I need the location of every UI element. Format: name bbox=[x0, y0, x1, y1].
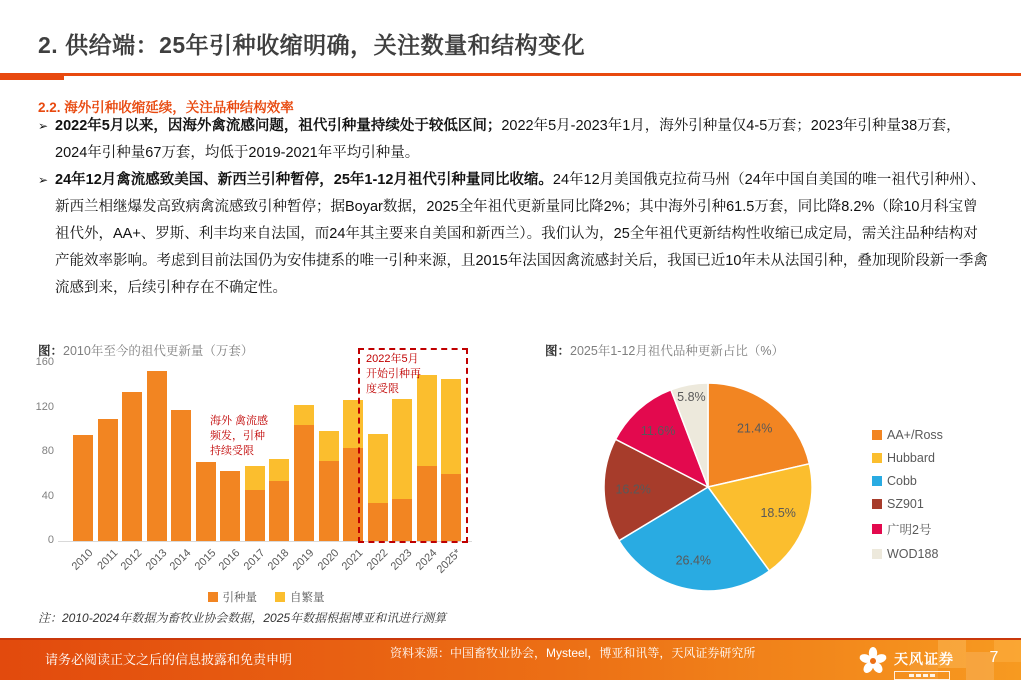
x-axis-label: 2024 bbox=[413, 547, 440, 573]
bar-chart-legend bbox=[60, 589, 472, 605]
y-axis-label: 40 bbox=[41, 489, 54, 502]
page-number: 7 bbox=[989, 649, 999, 666]
legend-item bbox=[872, 474, 943, 488]
brand-logo bbox=[858, 645, 954, 680]
legend-label: 广明2号 bbox=[887, 523, 932, 537]
bar-2012 bbox=[122, 392, 142, 541]
bar-segment-zifan bbox=[245, 466, 265, 489]
chart-annotation bbox=[366, 352, 421, 397]
pie-chart bbox=[590, 370, 830, 610]
legend-item bbox=[872, 428, 943, 442]
y-axis-label: 160 bbox=[35, 356, 54, 368]
footer-disclaimer: 请务必阅读正文之后的信息披露和免责申明 bbox=[45, 652, 293, 667]
legend-label: WOD188 bbox=[887, 547, 939, 561]
caption-prefix: 图： bbox=[545, 344, 571, 358]
legend-swatch bbox=[208, 592, 218, 602]
legend-item bbox=[872, 497, 943, 511]
footer-bar bbox=[0, 638, 1021, 680]
brand-name: 天风证券 bbox=[894, 651, 954, 667]
annotation-line: 海外 禽流感 bbox=[210, 415, 269, 427]
pie-chart-caption bbox=[545, 341, 784, 359]
x-axis-label: 2020 bbox=[315, 547, 341, 573]
page-title: 2. 供给端：25年引种收缩明确，关注数量和结构变化 bbox=[38, 32, 586, 58]
bar-segment-zifan bbox=[294, 405, 314, 425]
bar-segment-zifan bbox=[269, 459, 289, 481]
pie-legend bbox=[872, 428, 943, 561]
pie-slice-label: 21.4% bbox=[736, 421, 773, 436]
legend-item bbox=[872, 520, 943, 538]
x-axis-label: 2022 bbox=[364, 547, 391, 573]
annotation-line: 度受限 bbox=[366, 383, 399, 395]
bar-segment-yinzhong bbox=[196, 462, 216, 541]
legend-label: AA+/Ross bbox=[887, 428, 943, 442]
legend-label: 引种量 bbox=[222, 592, 257, 604]
body-text bbox=[38, 113, 990, 302]
bar-2015 bbox=[196, 462, 216, 541]
bullet-text bbox=[55, 113, 990, 167]
x-axis-label: 2023 bbox=[388, 547, 415, 573]
bullet-arrow-icon: ➢ bbox=[38, 119, 49, 133]
legend-swatch bbox=[872, 453, 882, 463]
annotation-line: 开始引种再 bbox=[366, 368, 421, 380]
x-axis-label: 2017 bbox=[241, 547, 268, 573]
x-axis-label: 2019 bbox=[290, 547, 317, 573]
pie-slice-label: 26.4% bbox=[675, 553, 712, 568]
x-axis-label: 2018 bbox=[266, 547, 292, 573]
annotation-line: 频发，引种 bbox=[210, 430, 265, 442]
bullet-rest: 2022年5月-2023年1月，海外引种量仅4-5万套；2023年引种量38万套，2024年引种量67万套，均低于2019-2021年平均引种量。 bbox=[55, 118, 961, 161]
x-axis-label: 2015 bbox=[192, 547, 219, 573]
legend-item bbox=[872, 547, 943, 561]
caption-text: 2025年1-12月祖代品种更新占比（%） bbox=[570, 344, 784, 358]
title-divider bbox=[0, 73, 1021, 76]
bar-segment-yinzhong bbox=[98, 419, 118, 541]
bar-segment-yinzhong bbox=[147, 371, 167, 541]
legend-swatch bbox=[275, 592, 285, 602]
title-divider-accent bbox=[0, 73, 64, 80]
bullet-item bbox=[38, 167, 990, 302]
pie-slice-label: 18.5% bbox=[760, 506, 796, 521]
pie-slice-label: 16.2% bbox=[615, 482, 651, 497]
bar-2019 bbox=[294, 405, 314, 541]
bar-segment-yinzhong bbox=[73, 435, 93, 541]
bar-segment-yinzhong bbox=[319, 461, 339, 541]
bar-2010 bbox=[73, 435, 93, 541]
legend-item bbox=[275, 589, 325, 605]
bullet-bold-lead: 2022年5月以来，因海外禽流感问题，祖代引种量持续处于较低区间； bbox=[55, 118, 502, 134]
pie-slice-label: 5.8% bbox=[677, 390, 706, 404]
x-axis-label: 2025* bbox=[434, 547, 464, 576]
chart-annotation bbox=[210, 414, 268, 459]
bullet-arrow-icon: ➢ bbox=[38, 173, 49, 187]
bar-segment-yinzhong bbox=[294, 425, 314, 541]
x-axis-label: 2021 bbox=[339, 547, 366, 573]
bar-segment-yinzhong bbox=[245, 490, 265, 541]
bar-segment-yinzhong bbox=[220, 471, 240, 541]
chart-note: 注：2010-2024年数据为畜牧业协会数据，2025年数据根据博亚和讯进行测算 bbox=[38, 611, 447, 625]
x-axis-label: 2014 bbox=[167, 547, 194, 573]
bullet-bold-lead: 24年12月禽流感致美国、新西兰引种暂停，25年1-12月祖代引种量同比收缩。 bbox=[55, 172, 553, 188]
caption-prefix: 图： bbox=[38, 344, 64, 358]
bar-segment-yinzhong bbox=[122, 392, 142, 541]
x-axis-label: 2013 bbox=[143, 547, 170, 573]
bar-chart-caption bbox=[38, 341, 253, 359]
legend-swatch bbox=[872, 549, 882, 559]
brand-tagline-box bbox=[894, 671, 950, 680]
bar-2013 bbox=[147, 371, 167, 541]
caption-text: 2010年至今的祖代更新量（万套） bbox=[63, 344, 254, 358]
footer-source: 资料来源：中国畜牧业协会，Mysteel，博亚和讯等，天风证券研究所 bbox=[390, 646, 756, 660]
bar-2014 bbox=[171, 410, 191, 541]
bar-2017 bbox=[245, 466, 265, 541]
bullet-text bbox=[55, 167, 990, 302]
legend-label: Cobb bbox=[887, 474, 917, 488]
bar-2016 bbox=[220, 471, 240, 541]
y-axis-label: 120 bbox=[35, 400, 54, 413]
legend-swatch bbox=[872, 499, 882, 509]
annotation-line: 2022年5月 bbox=[366, 353, 419, 365]
legend-item bbox=[872, 451, 943, 465]
legend-item bbox=[208, 589, 258, 605]
x-axis-label: 2012 bbox=[118, 547, 145, 573]
legend-swatch bbox=[872, 476, 882, 486]
legend-label: Hubbard bbox=[887, 451, 935, 465]
bullet-item bbox=[38, 113, 990, 167]
y-axis-label: 80 bbox=[41, 445, 54, 457]
x-axis-label: 2016 bbox=[216, 547, 243, 573]
bullet-rest: 24年12月美国俄克拉荷马州（24年中国自美国的唯一祖代引种州）、新西兰相继爆发高致病禽流感致引种暂停；据Boyar数据，2025全年祖代更新量同比降2%；其中海外引种61.5万套，同比降8.2%（除10月科宝曾祖代外，AA+、罗斯、利丰均来自法国，而24年其主要来自美国和新西兰）。我们认为，25全年祖代更新结构性收缩已成定局，需关注品种结构对产能效率影响。考虑到目前法国仍为安伟捷系的唯一引种来源，且2015年法国因禽流感封关后，我国已近10年未从法国引种，叠加现阶段新一季禽流感到来，后续引种存在不确定性。 bbox=[55, 172, 988, 296]
bar-2018 bbox=[269, 459, 289, 541]
legend-swatch bbox=[872, 524, 882, 534]
annotation-line: 持续受限 bbox=[210, 445, 254, 457]
legend-label: 自繁量 bbox=[290, 592, 325, 604]
bar-2020 bbox=[319, 431, 339, 541]
pie-slice-label: 11.6% bbox=[640, 424, 676, 439]
legend-label: SZ901 bbox=[887, 497, 924, 511]
bar-segment-yinzhong bbox=[269, 481, 289, 541]
y-axis-label: 0 bbox=[47, 534, 54, 546]
x-axis-label: 2011 bbox=[94, 547, 121, 573]
legend-swatch bbox=[872, 430, 882, 440]
section-heading: 2.2. 海外引种收缩延续，关注品种结构效率 bbox=[38, 100, 294, 115]
bar-2011 bbox=[98, 419, 118, 541]
x-axis-label: 2010 bbox=[69, 547, 96, 573]
flower-logo-icon bbox=[858, 645, 888, 677]
bar-segment-zifan bbox=[319, 431, 339, 461]
bar-segment-yinzhong bbox=[171, 410, 191, 541]
